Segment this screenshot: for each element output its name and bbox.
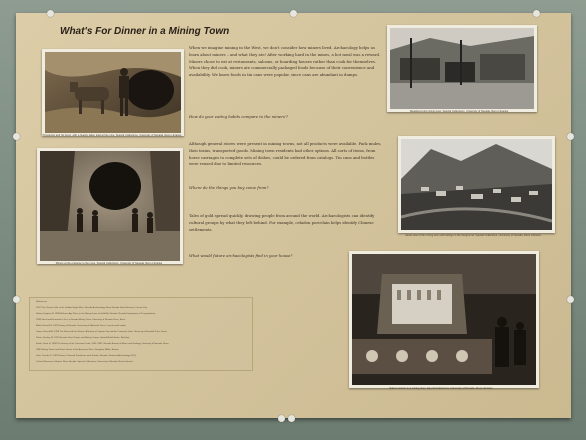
reference-entry: 1980 Mining Towns and Ghost Towns of the American West. Houghton Mifflin, Boston. — [36, 349, 120, 351]
pushpin-icon — [533, 10, 540, 17]
photo-town-aerial — [398, 136, 555, 233]
pushpin-icon — [13, 133, 20, 140]
question-eating-habits: How do your eating habits compare to the miners'? — [189, 114, 289, 119]
caption-mine-entrance: Miners at the entrance to the mine. Special Collections, University of Nevada, Reno Libraries — [55, 262, 163, 265]
pushpin-icon — [288, 415, 295, 422]
reference-entry: Zeier, Charles D. 1987 Historic Charcoal Production near Eureka, Nevada. Historical Archaeology 21(1). — [36, 355, 137, 357]
question-future-archaeologists: What would future archaeologists find in your house? — [189, 253, 293, 258]
pushpin-icon — [567, 133, 574, 140]
references-heading: References — [36, 301, 48, 303]
reference-entry: 1999 Social and Economic Life in a Nevada Mining Town. University of Nevada Press, Reno. — [36, 319, 126, 321]
references-box — [29, 297, 253, 371]
photo-prospector-burro — [42, 49, 184, 136]
caption-town-aerial: Aerial view of the mining town with tailings in the foreground. Special Collections, University of Nevada, Reno Libraries — [405, 234, 541, 237]
reference-entry: Cultural Resources Report, Reno Nevada. Special Collections, University of Nevada, Reno Libraries. — [36, 361, 134, 363]
photo-saloon-interior — [349, 251, 539, 388]
photo-mine-entrance — [37, 148, 183, 264]
reference-entry: Hattori, Eugene M. 1998 A Stone-Age Place in the Mining Town of Gold Hill, Nevada. Nevada Department of Transportation. — [36, 313, 156, 315]
reference-entry: Paher, Stanley W. 1970 Nevada Ghost Towns and Mining Camps. Howell-North Books, Berkeley. — [36, 337, 130, 339]
paragraph-meals: When we imagine mining in the West, we don't consider how miners lived. Archaeology helps us learn about miners – and what they ate! After working hard in the mines, a hot meal was a reward. Miners chose to eat at restaurants, saloons, or boarding houses rather than cook for themselves. When they did cook, miners ate commercially packaged foods because of their convenience and availability. We know foods in tin cans were popular, since cans are abundant in dumps. — [189, 45, 381, 78]
pushpin-icon — [567, 296, 574, 303]
paragraph-cultural-groups: Tales of gold spread quickly, drawing people from around the world. Archaeologists can identify cultural groups by what they left behind. For example, celadon porcelain helps identify Chinese settlements. — [189, 213, 375, 232]
caption-saloon: Saloon interior in a mining town. Special Collections, University of Nevada, Reno Libraries — [389, 387, 493, 390]
pushpin-icon — [47, 10, 54, 17]
reference-entry: James, Ronald M. 1998 The Roar and the Silence: A History of Virginia City and the Comstock Lode. University of Nevada Press, Reno. — [36, 331, 168, 333]
reference-entry: Elliott, Russell R. 1987 History of Nevada. University of Nebraska Press, Lincoln and London. — [36, 325, 127, 327]
reference-entry: Smith, Grant H. 1998 The History of the Comstock Lode, 1850–1997. Nevada Bureau of Mines and Geology, University of Nevada, Reno. — [36, 343, 169, 345]
caption-prospector: Prospector and his burro, with a heavily laden load at the mine. Special Collections, University of Nevada, Reno Libraries — [42, 134, 182, 137]
photo-mining-town-street — [387, 25, 537, 112]
reference-entry: 1997 The Chinese Site at the Golden Eagle Mine. Nevada Archaeology, Reno Nevada State Museum, Carson City. — [36, 307, 148, 309]
pushpin-icon — [278, 415, 285, 422]
paragraph-supplies: Although general stores were present in mining towns, not all products were available. Pack mules, then trains, transported goods. Mining town residents had other options. All sorts of items, from horse carriages to complete sets of dishes, could be ordered from catalogs. Tin cans and bottles were reused due to limited resources. — [189, 141, 382, 167]
pushpin-icon — [13, 296, 20, 303]
panel-title: What's For Dinner in a Mining Town — [60, 26, 230, 37]
caption-town-street: Weathered old mining town. Special Collections, University of Nevada, Reno Libraries — [409, 110, 509, 113]
question-where-things-come-from: Where do the things you buy come from? — [189, 185, 269, 190]
pushpin-icon — [290, 10, 297, 17]
